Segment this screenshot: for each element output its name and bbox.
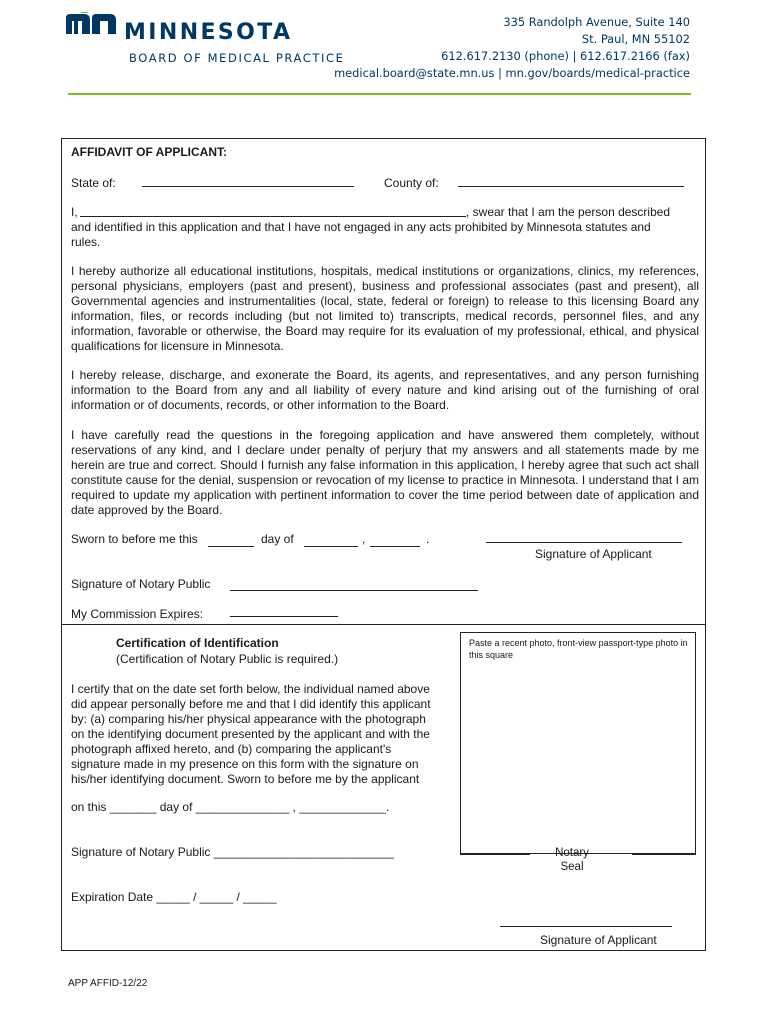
photo-instruction: Paste a recent photo, front-view passport-type photo in this square <box>469 638 688 660</box>
certification-line-3: by: (a) comparing his/her physical appearance with the photograph <box>71 712 426 726</box>
swear-line-2: and identified in this application and that I have not engaged in any acts prohibited by Minnesota statutes and <box>71 220 651 234</box>
certification-line-5: photograph affixed hereto, and (b) comparing the applicant's <box>71 742 392 756</box>
certification-line-4: on the identifying document presented by the applicant and with the <box>71 727 430 741</box>
sworn-day-field[interactable] <box>208 546 254 547</box>
date-comma: , <box>362 532 366 546</box>
logo-state-name: MINNESOTA <box>124 20 293 45</box>
minnesota-logo-icon <box>64 12 120 36</box>
notary-seal-line-1: Notary <box>555 847 589 859</box>
seal-line-right <box>632 854 696 855</box>
affidavit-title: AFFIDAVIT OF APPLICANT: <box>71 145 227 159</box>
applicant-signature-field-2[interactable] <box>500 926 672 927</box>
county-field[interactable] <box>458 186 684 187</box>
certification-date-line[interactable]: on this _______ day of ______________ , _____________. <box>71 800 390 814</box>
address-street: 335 Randolph Avenue, Suite 140 <box>503 15 690 29</box>
certification-subtitle: (Certification of Notary Public is required.) <box>116 652 339 666</box>
applicant-name-field[interactable] <box>80 216 466 217</box>
address-phone-fax: 612.617.2130 (phone) | 612.617.2166 (fax) <box>441 49 690 63</box>
photo-paste-area[interactable] <box>460 632 696 854</box>
notary-signature-label: Signature of Notary Public <box>71 577 211 591</box>
address-email-web: medical.board@state.mn.us | mn.gov/boards/medical-practice <box>334 66 690 80</box>
header-divider <box>68 93 691 95</box>
applicant-signature-label: Signature of Applicant <box>535 547 652 561</box>
date-period: . <box>426 532 430 546</box>
swear-prefix: I, <box>71 205 78 219</box>
commission-expires-field[interactable] <box>230 616 338 617</box>
certification-notary-signature[interactable]: Signature of Notary Public ___________________________ <box>71 845 394 859</box>
release-paragraph: I hereby release, discharge, and exonerate the Board, its agents, and representatives, and any person furnishing information to the Board from any and all liability of every nature and kind arising out of the furnishing of oral information or of documents, records, or other information to the Board. <box>71 368 699 412</box>
notary-seal-line-2: Seal <box>560 861 584 873</box>
certification-line-1: I certify that on the date set forth below, the individual named above <box>71 682 430 696</box>
commission-expires-label: My Commission Expires: <box>71 607 204 621</box>
notary-signature-field[interactable] <box>230 590 478 591</box>
swear-line-3: rules. <box>71 235 101 249</box>
certification-line-2: did appear personally before me and that I did identify this applicant <box>71 697 431 711</box>
applicant-signature-field[interactable] <box>486 542 682 543</box>
swear-suffix: , swear that I am the person described <box>466 205 671 219</box>
sworn-year-field[interactable] <box>370 546 420 547</box>
logo-board-name: BOARD OF MEDICAL PRACTICE <box>129 51 345 65</box>
declaration-paragraph: I have carefully read the questions in the foregoing application and have answered them completely, without reservations of any kind, and I declare under penalty of perjury that my answers and all statements made by me herein are true and correct. Should I furnish any false information in this application, I hereby agree that such act shall constitute cause for the denial, suspension or revocation of my license to practice in Minnesota. I understand that I am required to update my application with pertinent information to cover the time period between date of application and date approved by the Board. <box>71 428 699 517</box>
certification-line-7: his/her identifying document. Sworn to before me by the applicant <box>71 772 420 786</box>
county-label: County of: <box>384 176 439 190</box>
applicant-signature-label-2: Signature of Applicant <box>540 933 657 947</box>
day-of-label: day of <box>261 532 294 546</box>
certification-line-6: signature made in my presence on this form with the signature on <box>71 757 419 771</box>
expiration-date-line[interactable]: Expiration Date _____ / _____ / _____ <box>71 890 277 904</box>
section-divider <box>61 624 706 625</box>
sworn-month-field[interactable] <box>304 546 358 547</box>
state-label: State of: <box>71 176 116 190</box>
contact-address-block <box>334 14 690 82</box>
state-field[interactable] <box>142 186 354 187</box>
authorization-paragraph: I hereby authorize all educational institutions, hospitals, medical institutions or organizations, clinics, my references, personal physicians, employers (past and present), business and professional associates (past and present), all Governmental agencies and instrumentalities (local, state, federal or foreign) to release to this licensing Board any information, files, or records including (but not limited to) transcripts, medical records, personnel files, and any information, favorable or otherwise, the Board may require for its evaluation of my professional, ethical, and physical qualifications for licensure in Minnesota. <box>71 264 699 353</box>
notary-seal-label <box>540 846 604 874</box>
seal-line-left <box>460 854 530 855</box>
sworn-label: Sworn to before me this <box>71 532 198 546</box>
form-code: APP AFFID-12/22 <box>68 978 148 989</box>
address-city: St. Paul, MN 55102 <box>581 32 690 46</box>
certification-title: Certification of Identification <box>116 636 279 650</box>
